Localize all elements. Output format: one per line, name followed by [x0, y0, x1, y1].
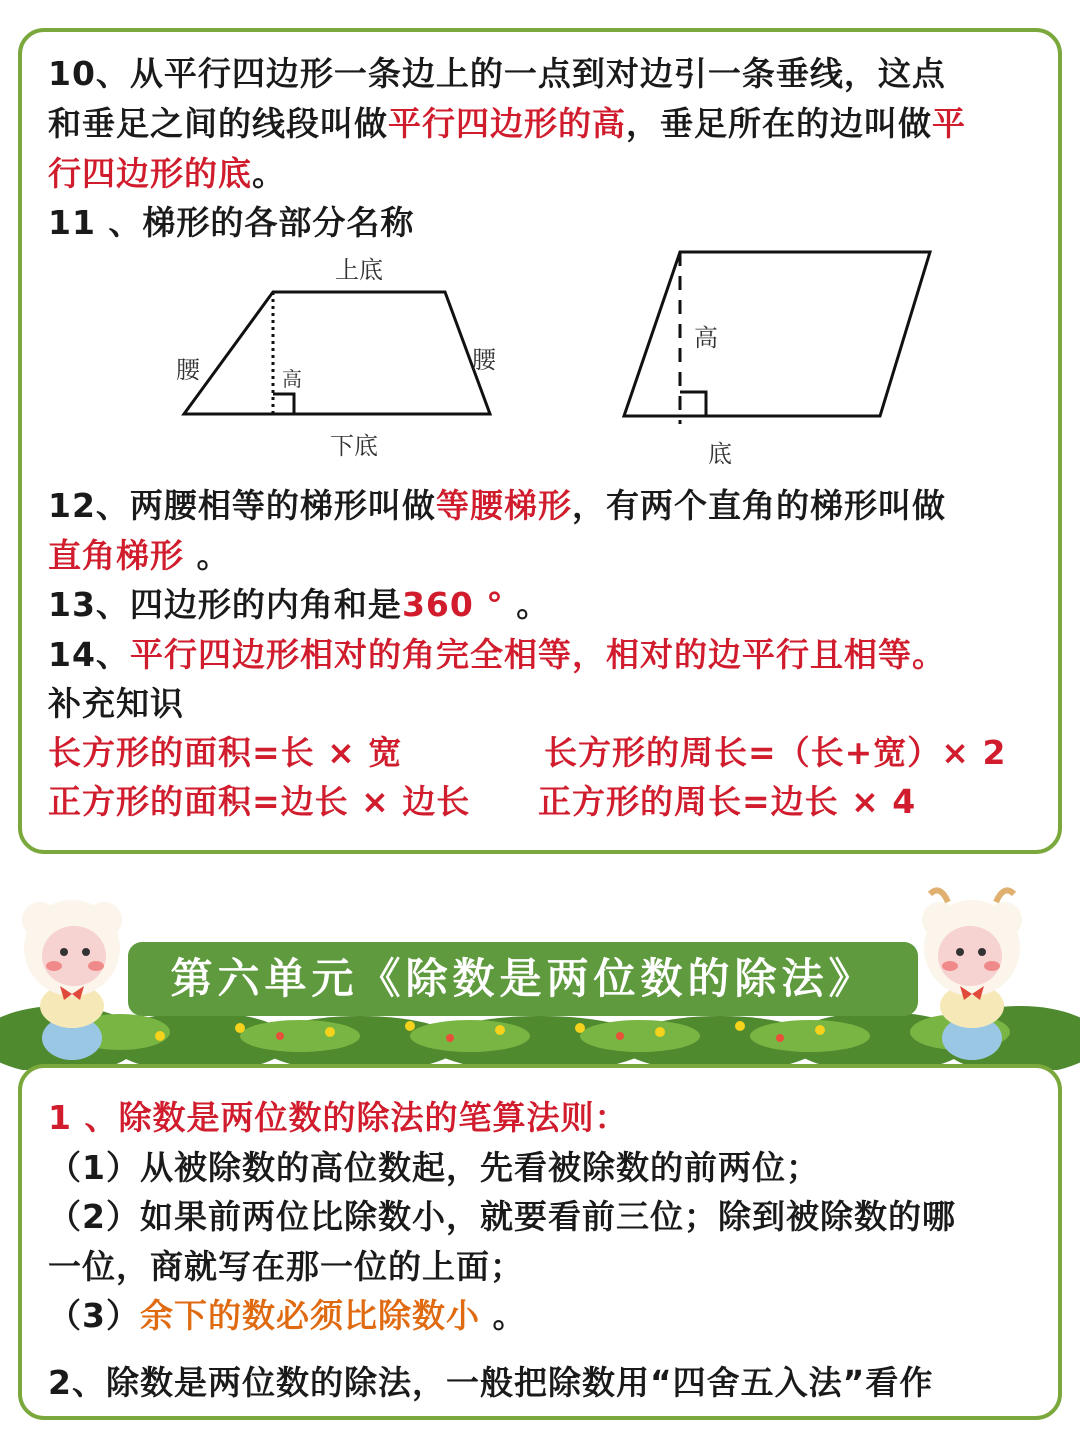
- parallelogram-figure: [610, 240, 950, 480]
- division-step2-line2: 一位，商就写在那一位的上面；: [48, 1247, 524, 1286]
- division-step3: （3）余下的数必须比除数小 。: [48, 1296, 527, 1335]
- unit-banner-area: [0, 860, 1080, 1070]
- item13: 13、四边形的内角和是360 ° 。: [48, 585, 551, 624]
- trapezoid-height-label: 高: [282, 367, 302, 391]
- trapezoid-top-label: 上底: [335, 256, 383, 284]
- division-rule-title: 1 、除数是两位数的除法的笔算法则：: [48, 1098, 629, 1137]
- parallelogram-shape: [624, 252, 930, 416]
- trapezoid-figure: [170, 250, 510, 470]
- supplement-title: 补充知识: [48, 684, 184, 723]
- rect-perimeter-formula: 长方形的周长=（长+宽）× 2: [544, 733, 1007, 772]
- item14: 14、平行四边形相对的角完全相等，相对的边平行且相等。: [48, 635, 946, 674]
- item10-line3: 行四边形的底。: [48, 154, 286, 193]
- item11-title: 11 、梯形的各部分名称: [48, 203, 415, 242]
- rect-area-formula: 长方形的面积=长 × 宽: [48, 733, 403, 772]
- trapezoid-shape: [184, 292, 490, 414]
- square-area-formula: 正方形的面积=边长 × 边长: [48, 782, 471, 821]
- parallelogram-right-angle: [680, 392, 706, 416]
- item10-line2: 和垂足之间的线段叫做平行四边形的高，垂足所在的边叫做平: [48, 104, 966, 143]
- parallelogram-height-label: 高: [694, 324, 718, 352]
- item12-line1: 12、两腰相等的梯形叫做等腰梯形，有两个直角的梯形叫做: [48, 486, 946, 525]
- square-perimeter-formula: 正方形的周长=边长 × 4: [538, 782, 917, 821]
- division-step1: （1）从被除数的高位数起，先看被除数的前两位；: [48, 1148, 820, 1187]
- trapezoid-bottom-label: 下底: [330, 432, 378, 460]
- trapezoid-left-leg-label: 腰: [176, 356, 200, 384]
- unit-title-banner: 第六单元《除数是两位数的除法》: [128, 942, 918, 1016]
- parallelogram-base-label: 底: [708, 440, 732, 468]
- item12-line2: 直角梯形 。: [48, 536, 231, 575]
- division-step2-line1: （2）如果前两位比除数小，就要看前三位；除到被除数的哪: [48, 1197, 956, 1236]
- trapezoid-right-angle: [273, 394, 294, 414]
- division-item2: 2、除数是两位数的除法，一般把除数用“四舍五入法”看作: [48, 1363, 934, 1402]
- item10-line1: 10、从平行四边形一条边上的一点到对边引一条垂线，这点: [48, 54, 946, 93]
- trapezoid-right-leg-label: 腰: [472, 346, 496, 374]
